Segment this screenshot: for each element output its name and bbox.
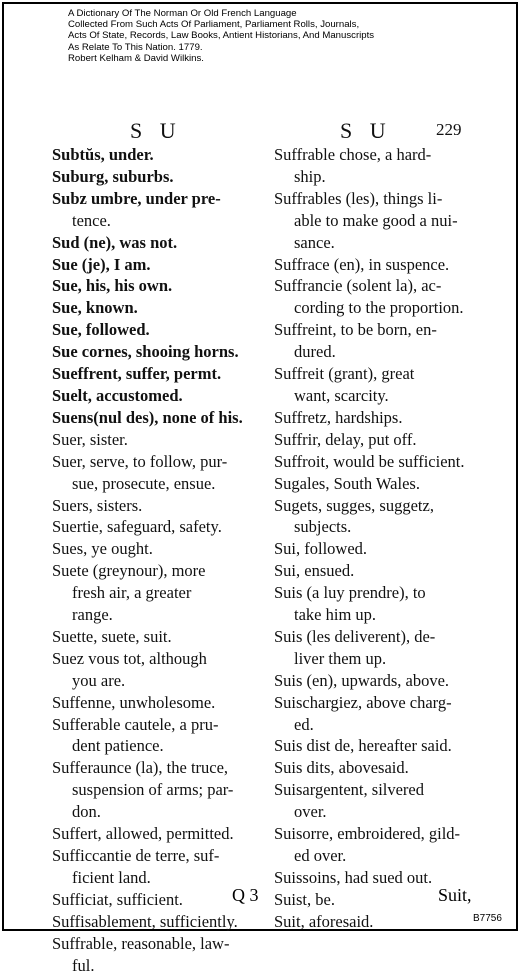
entry-line: Sugets, sugges, suggetz, (274, 495, 434, 515)
header-line: A Dictionary Of The Norman Or Old French Language (68, 8, 297, 19)
entry-line: Suis (les deliverent), de- (274, 626, 436, 646)
entry-line: Suisorre, embroidered, gild- (274, 824, 461, 844)
entry-line: Sufficiat, sufficient. (52, 889, 183, 909)
document-header (68, 8, 508, 64)
entry-line: Suis (en), upwards, above. (274, 670, 450, 690)
header-line: Robert Kelham & David Wilkins. (68, 52, 204, 64)
entry-line: fresh air, a greater (72, 583, 192, 603)
entry-line: Suertie, safeguard, safety. (52, 517, 222, 537)
entry-line: Suis dits, abovesaid. (274, 758, 409, 778)
entry-line: Subtŭs, under. (52, 145, 154, 164)
entry-line: Sugales, South Wales. (274, 473, 420, 493)
image-code: B7756 (473, 913, 502, 924)
entry-line: ficient land. (72, 867, 151, 887)
page-frame (2, 2, 518, 975)
entry-line: Sue, known. (52, 298, 138, 318)
entry-line: Sue (je), I am. (52, 254, 151, 274)
signature-mark: Q 3 (232, 885, 259, 905)
page-number: 229 (436, 120, 462, 139)
header-line: Acts Of State, Records, Law Books, Antient Historians, And Manuscripts (68, 30, 375, 42)
entry-line: Suette, suete, suit. (52, 626, 172, 646)
entry-line: Sufferable cautele, a pru- (52, 714, 219, 734)
entry-line: Suers, sisters. (52, 495, 143, 515)
entry-line: Sud (ne), was not. (52, 232, 178, 252)
right-column (274, 144, 502, 933)
entry-line: Sues, ye ought. (52, 539, 153, 559)
entry-line: Suist, be. (274, 889, 335, 909)
entry-line: Suete (greynour), more (52, 561, 206, 581)
left-column (52, 144, 262, 976)
entry-line: Sufficcantie de terre, suf- (52, 846, 220, 865)
entry-line: Suer, sister. (52, 429, 128, 449)
entry-line: Suffrable chose, a hard- (274, 145, 432, 164)
entry-line: Sue, followed. (52, 320, 150, 340)
entry-line: Sue, his, his own. (52, 276, 173, 296)
running-head-right: S U (340, 118, 392, 143)
entry-line: Suffisablement, sufficiently. (52, 911, 238, 931)
entry-line: don. (72, 802, 101, 822)
entry-line: cording to the proportion. (294, 298, 464, 318)
entry-line: sue, prosecute, ensue. (72, 473, 216, 493)
entry-line: over. (294, 802, 327, 822)
entry-line: sance. (294, 232, 335, 252)
entry-line: range. (72, 605, 113, 625)
entry-line: Suffrace (en), in suspence. (274, 254, 450, 274)
entry-line: you are. (72, 670, 126, 690)
entry-line: dent patience. (72, 736, 164, 756)
entry-line: take him up. (294, 605, 377, 625)
entry-line: subjects. (294, 517, 352, 537)
entry-line: Suffrir, delay, put off. (274, 429, 417, 449)
entry-line: dured. (294, 342, 336, 362)
catchword: Suit, (438, 885, 472, 905)
entry-line: Suffretz, hardships. (274, 407, 403, 427)
entry-line: ful. (72, 955, 95, 975)
entry-line: Sue cornes, shooing horns. (52, 342, 239, 362)
entry-line: want, scarcity. (294, 385, 389, 405)
entry-line: Sui, followed. (274, 539, 368, 559)
entry-line: Suffroit, would be sufficient. (274, 451, 465, 471)
entry-line: Suffreit (grant), great (274, 364, 415, 384)
entry-line: Sufferaunce (la), the truce, (52, 758, 229, 778)
entry-line: Suischargiez, above charg- (274, 692, 452, 712)
entry-line: ed. (294, 714, 314, 734)
header-line: As Relate To This Nation. 1779. (68, 41, 203, 53)
header-line: Collected From Such Acts Of Parliament, Parliament Rolls, Journals, (68, 19, 360, 31)
entry-line: tence. (72, 210, 111, 230)
entry-line: Suffenne, unwholesome. (52, 692, 216, 712)
entry-line: Suis (a luy prendre), to (274, 583, 426, 603)
entry-line: Suez vous tot, although (52, 648, 207, 668)
entry-line: able to make good a nui- (294, 210, 458, 230)
entry-line: suspension of arms; par- (72, 780, 234, 800)
entry-line: ship. (294, 166, 326, 186)
entry-line: Suens(nul des), none of his. (52, 407, 243, 427)
entry-line: Suffert, allowed, permitted. (52, 824, 234, 844)
entry-line: Suisargentent, silvered (274, 780, 424, 800)
entry-line: Suburg, suburbs. (52, 166, 174, 186)
entry-line: Suissoins, had sued out. (274, 867, 433, 887)
entry-line: Suffrancie (solent la), ac- (274, 276, 442, 296)
entry-line: Suis dist de, hereafter said. (274, 736, 452, 756)
entry-line: liver them up. (294, 648, 387, 668)
entry-line: Suffrable, reasonable, law- (52, 933, 230, 953)
entry-line: Suffreint, to be born, en- (274, 320, 437, 340)
entry-line: Suffrables (les), things li- (274, 188, 443, 208)
entry-line: ed over. (294, 846, 347, 865)
entry-line: Sueffrent, suffer, permt. (52, 364, 222, 384)
entry-line: Suit, aforesaid. (274, 911, 374, 931)
entry-line: Suer, serve, to follow, pur- (52, 451, 228, 471)
entry-line: Subz umbre, under pre- (52, 188, 221, 208)
entry-line: Sui, ensued. (274, 561, 355, 581)
entry-line: Suelt, accustomed. (52, 385, 183, 405)
running-head-left: S U (130, 118, 182, 143)
